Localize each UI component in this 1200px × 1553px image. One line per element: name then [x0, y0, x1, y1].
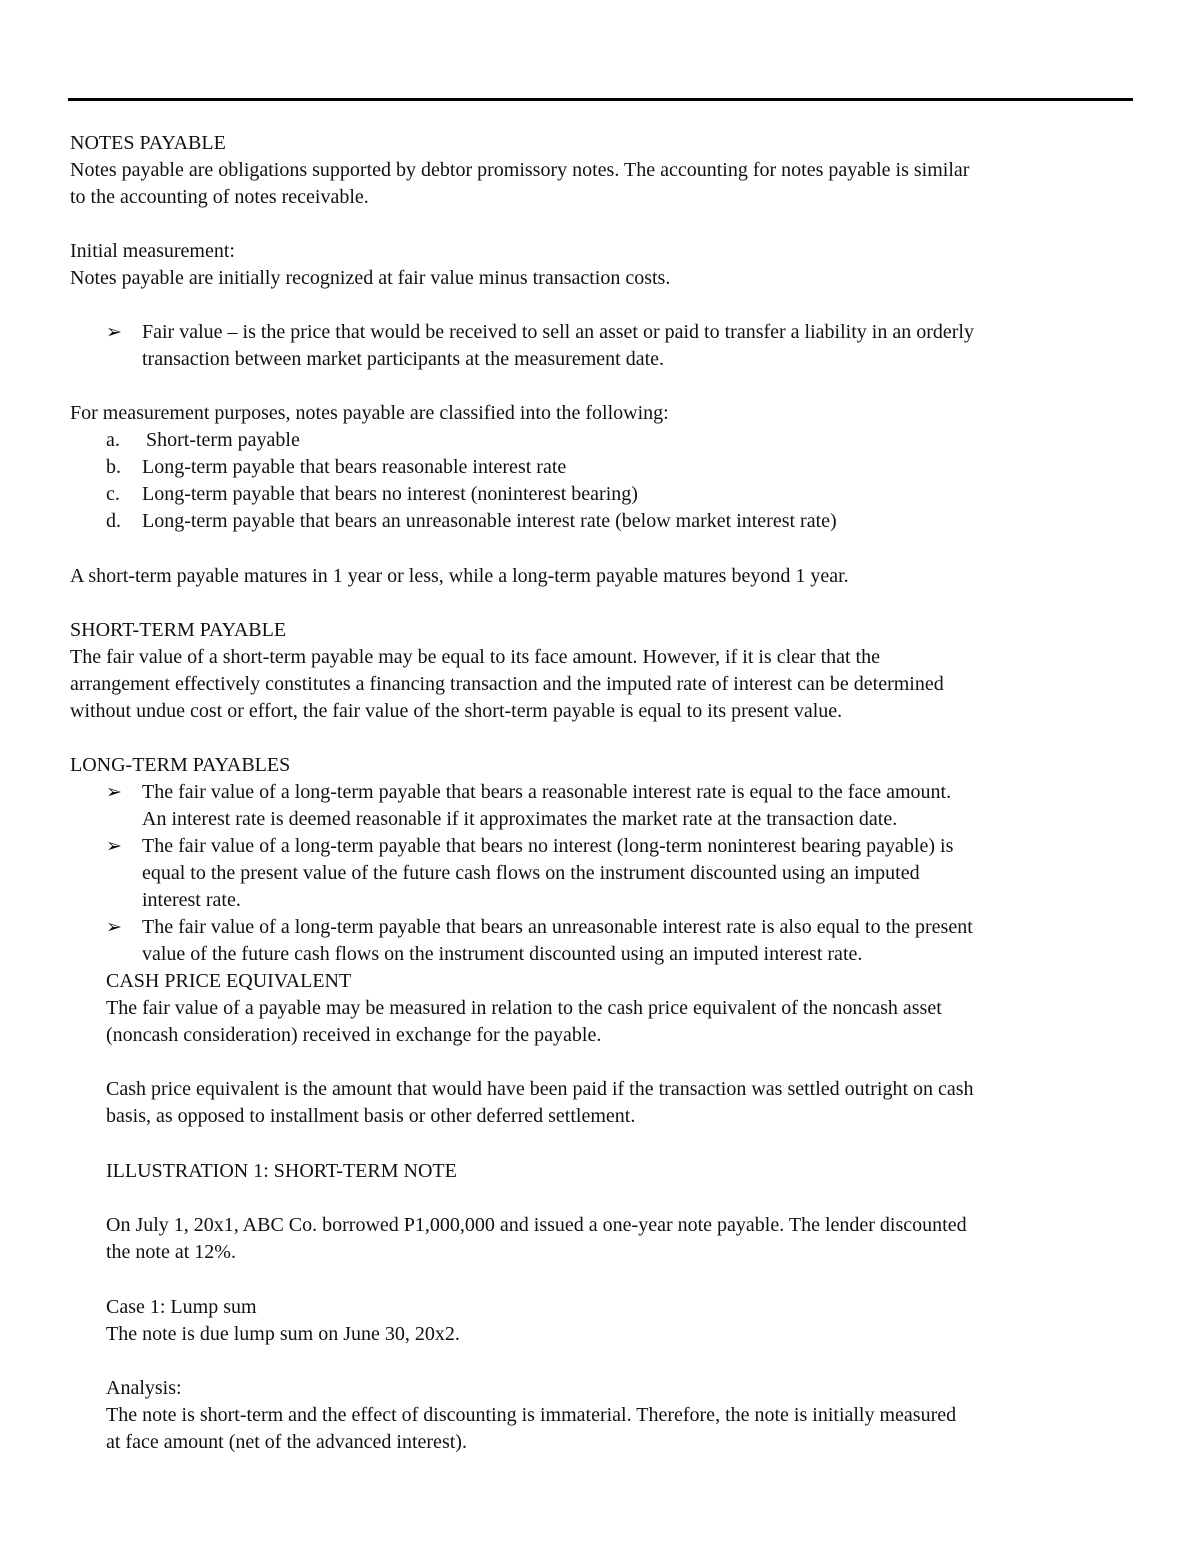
classification-intro: For measurement purposes, notes payable are classified into the following:	[70, 402, 669, 424]
arrow-bullet-icon: ➢	[106, 321, 122, 343]
short-term-text-line-2: arrangement effectively constitutes a financing transaction and the imputed rate of interest can be determined	[70, 673, 944, 695]
cash-price-para2-line-1: Cash price equivalent is the amount that would have been paid if the transaction was settled outright on cash	[106, 1078, 974, 1100]
notes-payable-heading: NOTES PAYABLE	[70, 132, 226, 154]
list-item-no-interest: Long-term payable that bears no interest (noninterest bearing)	[142, 483, 638, 505]
long-term-bullet-3-line-1: The fair value of a long-term payable that bears an unreasonable interest rate is also equal to the present	[142, 916, 973, 938]
arrow-bullet-icon: ➢	[106, 916, 122, 938]
case-1-text: The note is due lump sum on June 30, 20x2.	[106, 1323, 460, 1345]
list-letter-a: a.	[106, 429, 120, 451]
short-term-text-line-3: without undue cost or effort, the fair value of the short-term payable is equal to its present value.	[70, 700, 843, 722]
list-item-reasonable-interest: Long-term payable that bears reasonable interest rate	[142, 456, 567, 478]
cash-price-para2-line-2: basis, as opposed to installment basis or other deferred settlement.	[106, 1105, 636, 1127]
arrow-bullet-icon: ➢	[106, 835, 122, 857]
short-term-heading: SHORT-TERM PAYABLE	[70, 619, 287, 641]
long-term-bullet-2-line-1: The fair value of a long-term payable that bears no interest (long-term noninterest bearing payable) is	[142, 835, 954, 857]
list-letter-c: c.	[106, 483, 120, 505]
illustration-text-line-1: On July 1, 20x1, ABC Co. borrowed P1,000,000 and issued a one-year note payable. The lender discounted	[106, 1214, 967, 1236]
cash-price-heading: CASH PRICE EQUIVALENT	[106, 970, 352, 992]
analysis-text-line-1: The note is short-term and the effect of discounting is immaterial. Therefore, the note is initially measured	[106, 1404, 957, 1426]
arrow-bullet-icon: ➢	[106, 781, 122, 803]
short-term-text-line-1: The fair value of a short-term payable may be equal to its face amount. However, if it is clear that the	[70, 646, 880, 668]
cash-price-para1-line-1: The fair value of a payable may be measured in relation to the cash price equivalent of the noncash asset	[106, 997, 942, 1019]
long-term-bullet-1-line-2: An interest rate is deemed reasonable if it approximates the market rate at the transaction date.	[142, 808, 898, 830]
illustration-text-line-2: the note at 12%.	[106, 1241, 236, 1263]
long-term-bullet-2-line-3: interest rate.	[142, 889, 241, 911]
fair-value-definition-line-1: Fair value – is the price that would be received to sell an asset or paid to transfer a liability in an orderly	[142, 321, 974, 343]
case-1-heading: Case 1: Lump sum	[106, 1296, 257, 1318]
long-term-heading: LONG-TERM PAYABLES	[70, 754, 291, 776]
list-item-unreasonable-interest: Long-term payable that bears an unreasonable interest rate (below market interest rate)	[142, 510, 837, 532]
long-term-bullet-1-line-1: The fair value of a long-term payable that bears a reasonable interest rate is equal to the face amount.	[142, 781, 952, 803]
list-item-short-term: Short-term payable	[146, 429, 300, 451]
analysis-text-line-2: at face amount (net of the advanced interest).	[106, 1431, 467, 1453]
maturity-note: A short-term payable matures in 1 year or less, while a long-term payable matures beyond 1 year.	[70, 565, 849, 587]
long-term-bullet-2-line-2: equal to the present value of the future cash flows on the instrument discounted using an imputed	[142, 862, 920, 884]
list-letter-b: b.	[106, 456, 121, 478]
initial-measurement-text: Notes payable are initially recognized at fair value minus transaction costs.	[70, 267, 671, 289]
cash-price-para1-line-2: (noncash consideration) received in exchange for the payable.	[106, 1024, 602, 1046]
notes-payable-text-line-2: to the accounting of notes receivable.	[70, 186, 369, 208]
notes-payable-text-line-1: Notes payable are obligations supported by debtor promissory notes. The accounting for notes payable is similar	[70, 159, 970, 181]
long-term-bullet-3-line-2: value of the future cash flows on the instrument discounted using an imputed interest rate.	[142, 943, 863, 965]
header-rule	[68, 98, 1133, 101]
illustration-heading: ILLUSTRATION 1: SHORT-TERM NOTE	[106, 1160, 457, 1182]
list-letter-d: d.	[106, 510, 121, 532]
initial-measurement-heading: Initial measurement:	[70, 240, 235, 262]
analysis-heading: Analysis:	[106, 1377, 182, 1399]
fair-value-definition-line-2: transaction between market participants at the measurement date.	[142, 348, 665, 370]
